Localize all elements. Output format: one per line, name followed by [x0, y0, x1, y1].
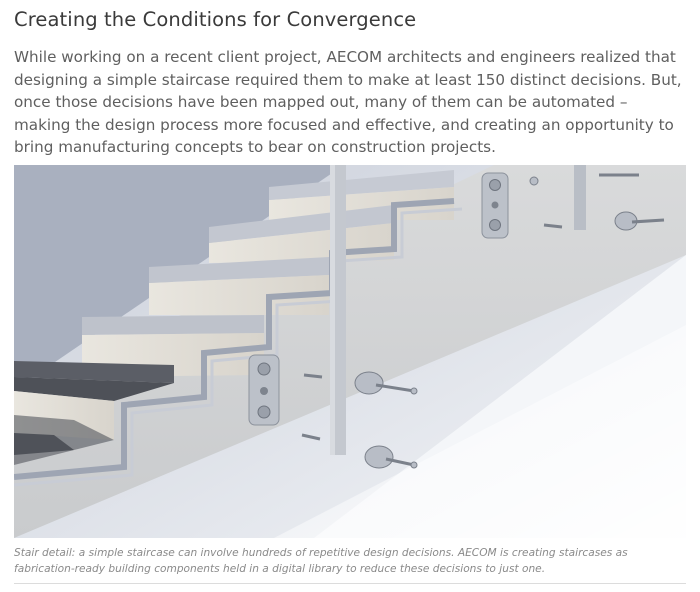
caption-divider	[14, 583, 686, 584]
article-heading: Creating the Conditions for Convergence	[14, 8, 417, 31]
bracket-upper	[482, 173, 508, 238]
article-paragraph: While working on a recent client project, AECOM architects and engineers realized that designing a simple staircase required them to make at least 150 distinct decisions. But, once those decisions have been mapped out, many of them can be automated – making the design process more focused and effective, and creating an opportunity to bring manufacturing concepts to bear on construction projects.	[14, 48, 682, 157]
bracket-lower	[249, 355, 279, 425]
figure-caption: Stair detail: a simple staircase can involve hundreds of repetitive design decisions. AECOM is creating staircases as fabrication-ready building components held in a digital library to reduce these decisions to just one.	[14, 547, 628, 575]
staircase-image	[14, 165, 686, 538]
